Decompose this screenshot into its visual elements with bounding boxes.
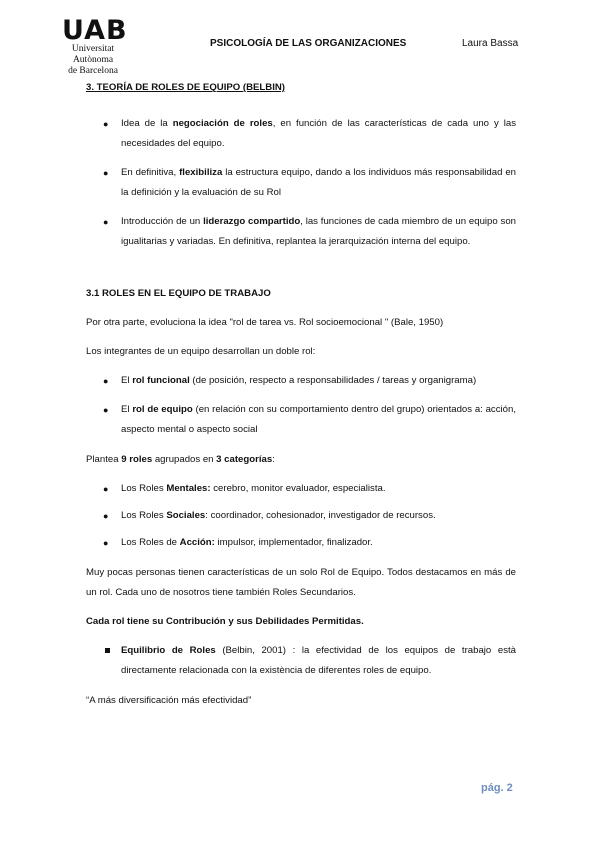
paragraph-bold: Cada rol tiene su Contribución y sus Debilidades Permitidas. [86, 616, 364, 627]
bullet-icon: ● [103, 119, 109, 129]
paragraph: Por otra parte, evoluciona la idea "rol de tarea vs. Rol socioemocional " (Bale, 1950) [86, 317, 444, 328]
bullet-item: ● Los Roles Mentales: cerebro, monitor evaluador, especialista. [86, 479, 516, 499]
bullet-item: ● En definitiva, flexibiliza la estructura equipo, dando a los individuos más responsabilidad en la definición y la evaluación de su Rol [86, 163, 516, 203]
logo-mark: UAB [62, 15, 128, 46]
paragraph: Los integrantes de un equipo desarrollan un doble rol: [86, 346, 316, 357]
bullet-item: ● Idea de la negociación de roles, en función de las características de cada uno y las necesidades del equipo. [86, 114, 516, 154]
balance-list [86, 641, 516, 681]
document-body [86, 78, 516, 720]
dual-role-list [86, 371, 516, 440]
bullet-icon: ● [103, 168, 109, 178]
paragraph: Muy pocas personas tienen características de un solo Rol de Equipo. Todos destacamos en más de un rol. Cada uno de nosotros tiene también Roles Secundarios. [86, 567, 516, 598]
bullet-item: ● El rol de equipo (en relación con su comportamiento dentro del grupo) orientados a: acción, aspecto mental o aspecto social [86, 400, 516, 440]
role-category-list [86, 479, 516, 553]
paragraph: Plantea 9 roles agrupados en 3 categorías: [86, 454, 275, 465]
bullet-icon: ● [103, 405, 109, 415]
bullet-item: ● Introducción de un liderazgo compartido, las funciones de cada miembro de un equipo son igualitarias y variadas. En definitiva, replantea la jerarquización interna del equipo. [86, 212, 516, 252]
bullet-icon: ● [103, 217, 109, 227]
bullet-item: Equilibrio de Roles (Belbin, 2001) : la efectividad de los equipos de trabajo està directamente relacionada con la existència de diferentes roles de equipo. [86, 641, 516, 681]
logo-line-1: Universitat Autònoma [71, 44, 115, 65]
header-title: PSICOLOGÍA DE LAS ORGANIZACIONES [210, 38, 407, 49]
bullet-icon: ● [103, 538, 109, 548]
section-3-bullet-list [86, 114, 516, 252]
logo-line-2: de Barcelona [68, 66, 118, 76]
header-author: Laura Bassa [462, 38, 519, 49]
bullet-icon: ● [103, 511, 109, 521]
bullet-item: ● Los Roles de Acción: impulsor, implementador, finalizador. [86, 533, 516, 553]
uab-logo [62, 15, 142, 77]
page-number: pág. 2 [481, 782, 513, 794]
section-3-heading: 3. TEORÍA DE ROLES DE EQUIPO (BELBIN) [86, 82, 285, 93]
section-3-1-heading: 3.1 ROLES EN EL EQUIPO DE TRABAJO [86, 288, 271, 299]
bullet-icon: ● [103, 376, 109, 386]
square-bullet-icon [105, 648, 110, 653]
bullet-item: ● Los Roles Sociales: coordinador, cohesionador, investigador de recursos. [86, 506, 516, 526]
bullet-item: ● El rol funcional (de posición, respecto a responsabilidades / tareas y organigrama) [86, 371, 516, 391]
quote: “A más diversificación más efectividad” [86, 695, 252, 706]
bullet-icon: ● [103, 484, 109, 494]
